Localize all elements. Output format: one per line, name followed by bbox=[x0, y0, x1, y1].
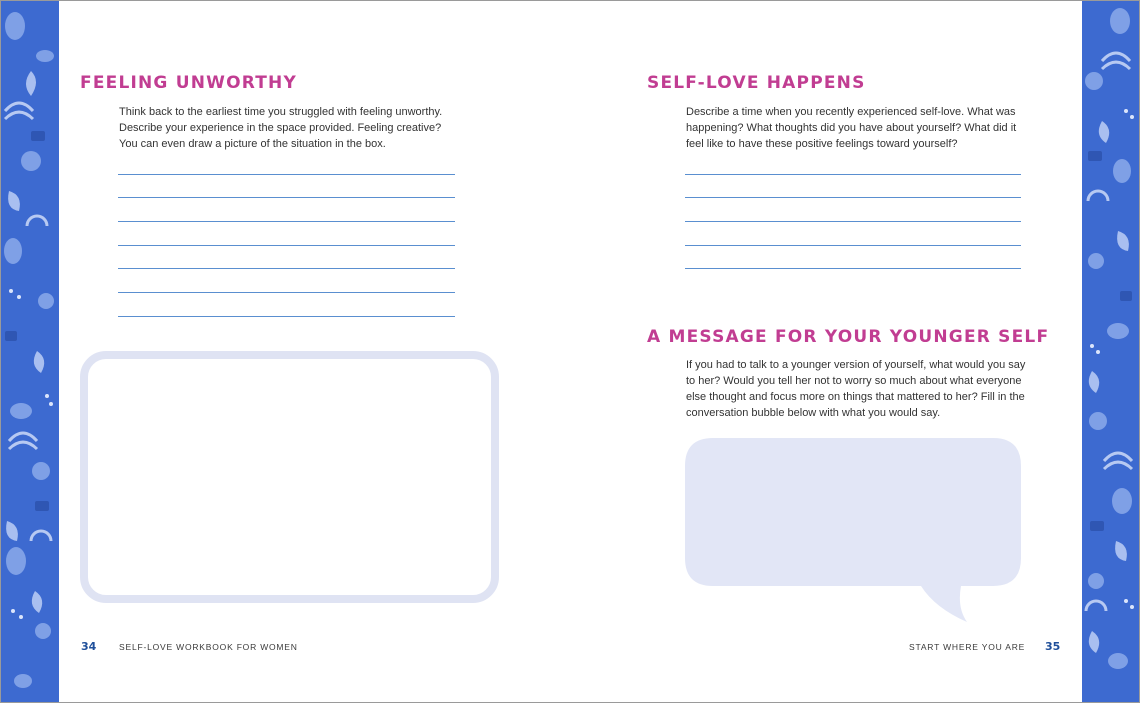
drawing-box[interactable] bbox=[80, 351, 499, 603]
writing-line bbox=[118, 268, 455, 269]
running-title-left: SELF-LOVE WORKBOOK FOR WOMEN bbox=[119, 642, 298, 652]
writing-line bbox=[685, 268, 1021, 269]
speech-bubble-shape bbox=[685, 438, 1025, 628]
pattern-graphic-right bbox=[1082, 1, 1139, 702]
pattern-graphic-left bbox=[1, 1, 59, 702]
heading-feeling-unworthy: FEELING UNWORTHY bbox=[80, 73, 297, 93]
heading-self-love-happens: SELF-LOVE HAPPENS bbox=[647, 73, 866, 93]
writing-line bbox=[685, 174, 1021, 175]
running-title-right: START WHERE YOU ARE bbox=[909, 642, 1026, 652]
prompt-message-younger-self: If you had to talk to a younger version of yourself, what would you say to her? Would you tell her not to worry so much about what everyone else thought and focus more on things that mattered to her? Fill in the conversation bubble below with what you would say. bbox=[686, 359, 1026, 419]
speech-bubble[interactable] bbox=[685, 438, 1025, 633]
writing-line bbox=[118, 197, 455, 198]
page-number-right: 35 bbox=[1045, 640, 1061, 653]
writing-line bbox=[118, 245, 455, 246]
prompt-feeling-unworthy: Think back to the earliest time you struggled with feeling unworthy. Describe your experience in the space provided. Feeling creative? You can even draw a picture of the situation in the box. bbox=[119, 106, 443, 150]
writing-line bbox=[685, 197, 1021, 198]
prompt-self-love-happens: Describe a time when you recently experienced self-love. What was happening? What thoughts did you have about yourself? What did it feel like to have these positive feelings toward yourself? bbox=[686, 106, 1017, 150]
writing-line bbox=[118, 221, 455, 222]
writing-line bbox=[685, 245, 1021, 246]
left-decorative-pattern bbox=[1, 1, 59, 702]
page-number-left: 34 bbox=[81, 640, 97, 653]
writing-line bbox=[118, 292, 455, 293]
heading-message-younger-self: A MESSAGE FOR YOUR YOUNGER SELF bbox=[647, 327, 1050, 347]
writing-line bbox=[118, 174, 455, 175]
right-decorative-pattern bbox=[1082, 1, 1139, 702]
writing-line bbox=[118, 316, 455, 317]
writing-line bbox=[685, 221, 1021, 222]
